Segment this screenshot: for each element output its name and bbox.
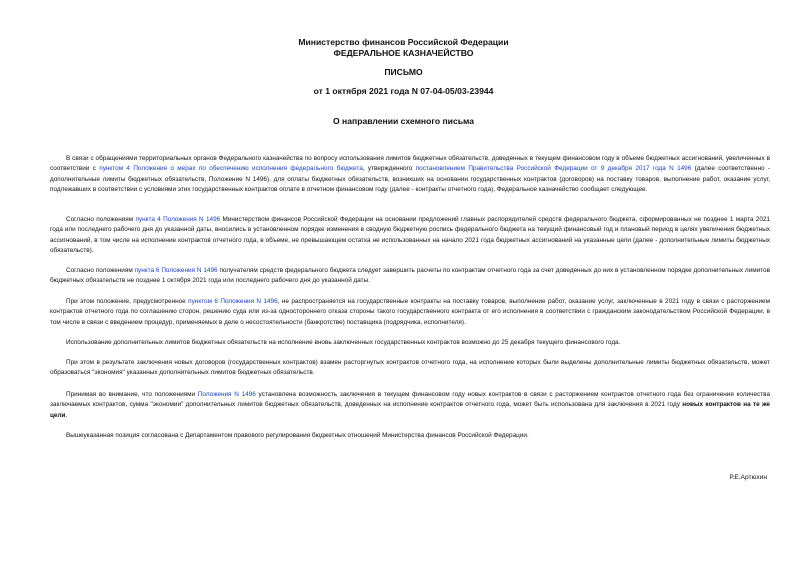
link-point-6-regulation-1496-b[interactable]: пунктом 6 Положения N 1496 <box>188 298 278 305</box>
text: В связи с обращениями территориальных органов Федерального казначейства по вопросу использования лимитов бюджетных обязательств, доведенных в текущем финансовом году в объеме бюджетных ассигнований, увеличенных в соответствии с <box>50 155 770 173</box>
text: При этом положение, предусмотренное <box>66 298 189 305</box>
paragraph-1 <box>50 154 770 196</box>
issuer-block <box>0 37 807 59</box>
document-date-number: от 1 октября 2021 года N 07-04-05/03-23944 <box>313 86 494 96</box>
text: Согласно положениям <box>66 267 135 274</box>
paragraph-7 <box>50 390 770 421</box>
text: Использование дополнительных лимитов бюджетных обязательств на исполнение вновь заключенных государственных контрактов возможно до 25 декабря текущего финансового года. <box>66 339 621 346</box>
link-regulation-1496[interactable]: Положения N 1496 <box>197 391 256 398</box>
paragraph-8 <box>50 431 770 441</box>
text: При этом в результате заключения новых договоров (государственных контрактов) взамен расторгнутых контрактов отчетного года, на исполнение которых были выделены дополнительные лимиты бюджетных обязательств, может образоваться "экономия" указанных дополнительных лимитов бюджетных обязательств. <box>50 359 770 377</box>
text: Министерством финансов Российской Федерации на основании предложений главных распорядителей средств федерального бюджета, сформированных не позднее 1 марта 2021 года или последнего рабочего дня до указанной даты, вносились в установленном порядке изменения в сводную бюджетную роспись федерального бюджета на текущий финансовый год и плановый период в целях увеличения бюджетных ассигнований, в том числе на исполнение контрактов отчетного года, в объеме, не превышающем остатка не использованных на начало 2021 года бюджетных ассигнований на указанные цели (далее - дополнительные лимиты бюджетных обязательств). <box>50 216 770 255</box>
paragraph-3 <box>50 266 770 287</box>
link-government-decree-1496[interactable]: постановлением Правительства Российской Федерации от 9 декабря 2017 года N 1496 <box>415 165 692 173</box>
document-subject: О направлении схемного письма <box>332 116 475 126</box>
text: , утвержденного <box>362 165 416 173</box>
text: Вышеуказанная позиция согласована с Департаментом правового регулирования бюджетных отношений Министерства финансов Российской Федерации. <box>66 432 529 439</box>
document-type: ПИСЬМО <box>384 67 423 77</box>
text: . <box>65 411 68 419</box>
link-point-4-regulation-1496[interactable]: пункта 4 Положения N 1496 <box>135 216 221 223</box>
text: Принимая во внимание, что положениями <box>66 391 198 398</box>
agency-name: ФЕДЕРАЛЬНОЕ КАЗНАЧЕЙСТВО <box>333 48 474 58</box>
paragraph-2 <box>50 215 770 257</box>
signature: Р.Е.Артюхин <box>729 474 767 481</box>
link-point-4-regulation[interactable]: пунктом 4 Положения о мерах по обеспечению исполнения федерального бюджета <box>99 165 363 173</box>
link-point-6-regulation-1496[interactable]: пункта 6 Положения N 1496 <box>134 267 218 274</box>
paragraph-5 <box>50 338 770 348</box>
emphasis-new-contracts: новых контрактов на те же цели <box>50 401 770 419</box>
text: установлена возможность заключения в текущем финансовом году новых контрактов в связи с расторжением контрактов отчетного года без ограничения количества заключаемых контрактов, сумма "экономии" дополнительных лимитов бюджетных обязательств, доведенных на исполнение контрактов отчетного года, может быть использована для заключения в 2021 году <box>50 391 771 409</box>
text: Согласно положениям <box>66 216 136 223</box>
text: (далее соответственно - дополнительные лимиты бюджетных обязательств, Положение N 1496), для оплаты бюджетных обязательств, возникших на основании государственных контрактов (договоров) на поставку товаров, выполнение работ, оказание услуг, подлежавших в соответствии с условиями этих государственных контрактов оплате в отчетном финансовом году (далее - контракты отчетного года), Федеральное казначейство сообщает следующее. <box>50 165 771 194</box>
text: , не распространяется на государственные контракты на поставку товаров, выполнение работ, оказание услуг, заключенные в 2021 году в связи с расторжением контрактов отчетного года по соглашению сторон, решению суда или из-за одностороннего отказа стороны такого государственного контракта от его исполнения в соответствии с гражданским законодательством Российской Федерации, в том числе в связи с введением процедур, применяемых в деле о несостоятельности (банкротстве) поставщика (подрядчика, исполнителя). <box>50 298 770 326</box>
text: получателям средств федерального бюджета следует завершить расчеты по контрактам отчетного года за счет доведенных до них в установленном порядке дополнительных лимитов бюджетных обязательств не позднее 1 октября 2021 года или последнего рабочего дня до указанной даты. <box>50 267 770 285</box>
paragraph-6 <box>50 358 770 379</box>
ministry-name: Министерство финансов Российской Федерации <box>298 37 509 47</box>
paragraph-4 <box>50 297 770 328</box>
